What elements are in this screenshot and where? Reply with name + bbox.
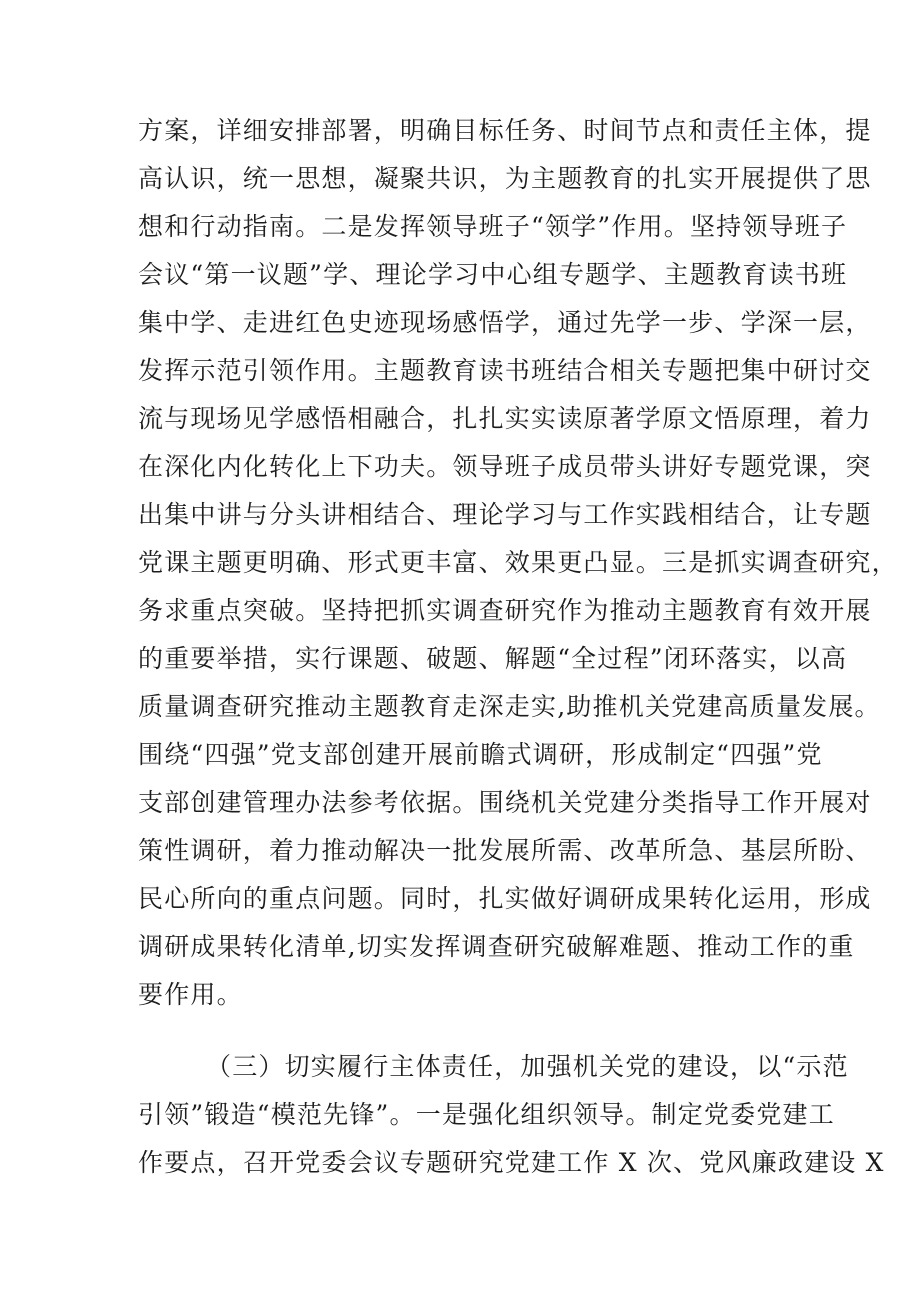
text-line: 高认识，统一思想，凝聚共识，为主题教育的扎实开展提供了思 [138,164,872,193]
text-line: 的重要举措，实行课题、破题、解题“全过程”闭环落实，以高 [138,644,848,673]
text-line: 围绕“四强”党支部创建开展前瞻式调研，形成制定“四强”党 [138,740,823,769]
text-line: 策性调研，着力推动解决一批发展所需、改革所急、基层所盼、 [138,836,872,865]
text-line: 集中学、走进红色史迹现场感悟学，通过先学一步、学深一层， [138,308,872,337]
section-heading-line: （三）切实履行主体责任，加强机关党的建设，以“示范 [206,1052,849,1081]
text-line: 流与现场见学感悟相融合，扎扎实实读原著学原文悟原理，着力 [138,404,872,433]
text-line: 要作用。 [138,980,243,1009]
text-line: 引领”锻造“模范先锋”。一是强化组织领导。制定党委党建工 [138,1100,835,1129]
text-line: 想和行动指南。二是发挥领导班子“领学”作用。坚持领导班子 [138,212,848,241]
text-line: 会议“第一议题”学、理论学习中心组专题学、主题教育读书班 [138,260,848,289]
text-line: 作要点，召开党委会议专题研究党建工作 X 次、党风廉政建设 X [138,1148,885,1177]
text-line: 党课主题更明确、形式更丰富、效果更凸显。三是抓实调查研究， [138,548,898,577]
text-line: 调研成果转化清单,切实发挥调查研究破解难题、推动工作的重 [138,932,855,961]
text-line: 在深化内化转化上下功夫。领导班子成员带头讲好专题党课，突 [138,452,872,481]
text-line: 方案，详细安排部署，明确目标任务、时间节点和责任主体，提 [138,116,872,145]
text-line: 发挥示范引领作用。主题教育读书班结合相关专题把集中研讨交 [138,356,872,385]
text-line: 支部创建管理办法参考依据。围绕机关党建分类指导工作开展对 [138,788,872,817]
text-line: 民心所向的重点问题。同时，扎实做好调研成果转化运用，形成 [138,884,872,913]
text-line: 出集中讲与分头讲相结合、理论学习与工作实践相结合，让专题 [138,500,872,529]
text-line: 务求重点突破。坚持把抓实调查研究作为推动主题教育有效开展 [138,596,872,625]
text-line: 质量调查研究推动主题教育走深走实,助推机关党建高质量发展。 [138,692,881,721]
